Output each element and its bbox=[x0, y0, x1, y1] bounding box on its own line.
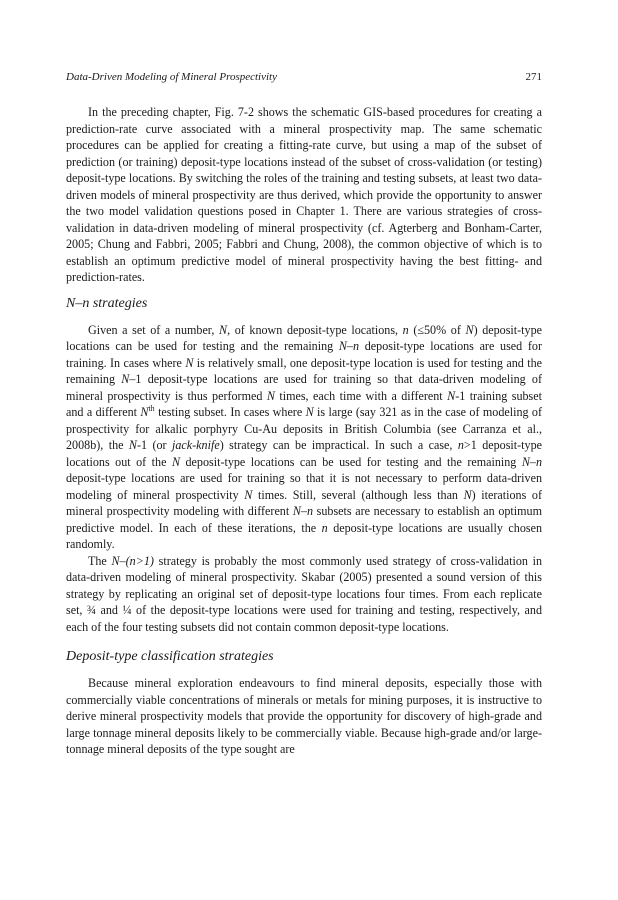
page-number: 271 bbox=[525, 71, 542, 83]
paragraph-n-n-strategies: Given a set of a number, N, of known deposit-type locations, n (≤50% of N) deposit-type locations can be used for testing and the remaining N–n deposit-type locations are used for training. In cases where N is relatively small, one deposit-type location is used for testing and the remaining N–1 deposit-type locations are used for training so that data-driven modeling of mineral prospectivity is thus performed N times, each time with a different N-1 training subset and a different $N^{th}$ testing subset. In cases where N is large (say 321 as in the case of modeling of prospectivity for alkalic porphyry Cu-Au deposits in British Columbia (see Carranza et al., 2008b), the N-1 (or jack-knife) strategy can be impractical. In such a case, n>1 deposit-type locations out of the N deposit-type locations can be used for testing and the remaining N–n deposit-type locations are used for training so that it is not necessary to perform data-driven modeling of mineral prospectivity N times. Still, several (although less than N) iterations of mineral prospectivity modeling with different N–n subsets are necessary to establish an optimum predictive model. In each of these iterations, the n deposit-type locations are usually chosen randomly. bbox=[66, 322, 543, 551]
paragraph-deposit-type-classification: Because mineral exploration endeavours to find mineral deposits, especially those with commercially viable concentrations of minerals or metals for mining purposes, it is instructive to derive mineral prospectivity models that provide the opportunity for discovery of high-grade and large tonnage mineral deposits likely to be commercially viable. Because high-grade and/or large-tonnage mineral deposits of the type sought are bbox=[66, 676, 542, 756]
body-text bbox=[66, 104, 542, 758]
paragraph-cross-validation-intro: In the preceding chapter, Fig. 7-2 shows the schematic GIS-based procedures for creating a prediction-rate curve associated with a mineral prospectivity map. The same schematic procedures can be applied for creating a fitting-rate curve, but using a map of the subset of prediction (or training) deposit-type locations instead of the subset of cross-validation (or testing) deposit-type locations. By switching the roles of the training and testing subsets, at least two data-driven models of mineral prospectivity are thus derived, which provide the opportunity to answer the two model validation questions posed in Chapter 1. There are various strategies of cross-validation in data-driven modeling of mineral prospectivity (cf. Agterberg and Bonham-Carter, 2005; Chung and Fabbri, 2005; Fabbri and Chung, 2008), the common objective of which is to establish an optimum predictive model of mineral prospectivity having the best fitting- and prediction-rates. bbox=[66, 105, 542, 284]
running-title: Data-Driven Modeling of Mineral Prospectivity bbox=[66, 71, 277, 83]
section-heading-deposit-type-classification: Deposit-type classification strategies bbox=[66, 649, 274, 664]
paragraph-n-n1-strategy: The N–(n>1) strategy is probably the most commonly used strategy of cross-validation in data-driven modeling of mineral prospectivity. Skabar (2005) presented a sound version of this strategy by replicating an original set of deposit-type locations four times. From each replicate set, ¾ and ¼ of the deposit-type locations were used for training and testing, respectively, and each of the four testing subsets did not contain common deposit-type locations. bbox=[66, 553, 542, 634]
running-header bbox=[66, 70, 542, 84]
section-heading-n-n-strategies: N–n strategies bbox=[66, 295, 148, 311]
